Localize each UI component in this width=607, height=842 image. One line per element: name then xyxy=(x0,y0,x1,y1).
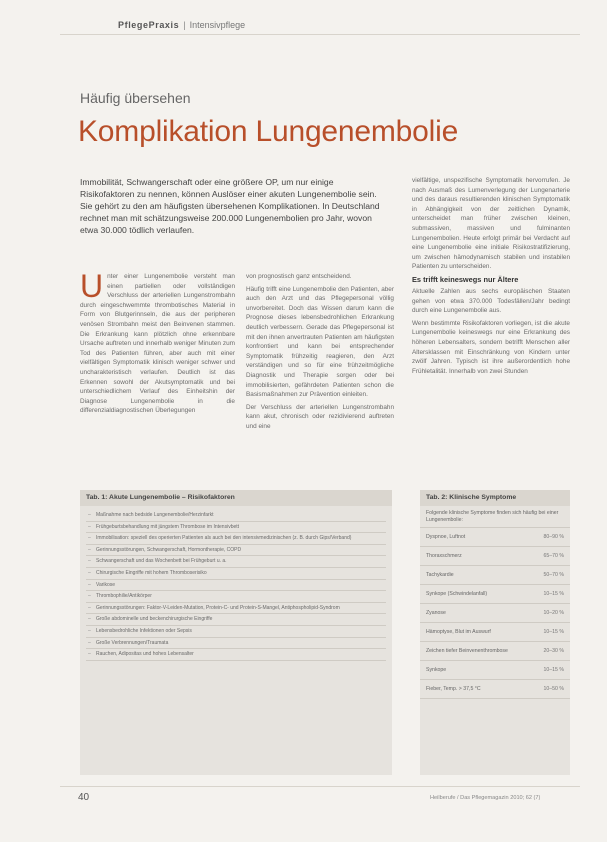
risk-factor-item: – Gerinnungsstörungen: Faktor-V-Leiden-Mutation, Protein-C- und Protein-S-Mangel, Antiphospholipid-Syndrom xyxy=(86,603,386,615)
symptom-row xyxy=(420,566,570,585)
table-subtitle: Folgende klinische Symptome finden sich häufig bei einer Lungenembolie: xyxy=(420,506,570,528)
risk-factor-item: – Lebensbedrohliche Infektionen oder Sepsis xyxy=(86,626,386,638)
symptom-label: Zyanose xyxy=(426,609,446,616)
symptom-row xyxy=(420,642,570,661)
symptom-frequency: 10–15 % xyxy=(543,666,564,673)
symptom-row xyxy=(420,661,570,680)
publication-line: Heilberufe / Das Pflegemagazin 2010; 62 (7) xyxy=(430,795,541,801)
page-number: 40 xyxy=(78,792,90,803)
body-column-2 xyxy=(246,272,394,466)
risk-factor-list xyxy=(80,506,392,661)
symptom-frequency: 10–20 % xyxy=(543,609,564,616)
body-paragraph: Der Verschluss der arteriellen Lungenstrombahn kann akut, chronisch oder rezidivierend auftreten und eine xyxy=(246,403,394,430)
risk-factor-item: – Große Verbrennungen/Traumata xyxy=(86,638,386,650)
risk-factor-item: – Chirurgische Eingriffe mit hohem Thromboserisiko xyxy=(86,568,386,580)
symptom-row xyxy=(420,547,570,566)
symptom-frequency: 50–70 % xyxy=(543,571,564,578)
symptom-frequency: 10–15 % xyxy=(543,628,564,635)
risk-factor-table xyxy=(80,490,392,775)
footer-rule xyxy=(60,786,580,787)
symptom-label: Fieber, Temp. > 37,5 °C xyxy=(426,685,481,692)
subsection-name: Intensivpflege xyxy=(189,20,246,30)
symptom-label: Synkope xyxy=(426,666,447,673)
body-column-1 xyxy=(80,272,235,466)
symptom-label: Zeichen tiefer Beinvenenthrombose xyxy=(426,647,508,654)
table-title: Tab. 2: Klinische Symptome xyxy=(420,490,570,506)
article-kicker: Häufig übersehen xyxy=(80,90,191,106)
body-paragraph: Wenn bestimmte Risikofaktoren vorliegen, ist die akute Lungenembolie keineswegs nur eine Erkrankung des höheren Lebensalters, sondern betrifft Menschen aller Altersklassen mit Einschränkung von Kindern unter zwölf Jahren. Typisch ist ihre außerordentlich hohe Frühletalität. Innerhalb von zwei Stunden xyxy=(412,319,570,375)
risk-factor-item: – Rauchen, Adipositas und hohes Lebensalter xyxy=(86,649,386,661)
table-title: Tab. 1: Akute Lungenembolie – Risikofaktoren xyxy=(80,490,392,506)
symptom-label: Hämoptyse, Blut im Auswurf xyxy=(426,628,491,635)
risk-factor-item: – Gerinnungsstörungen, Schwangerschaft, Hormontherapie, COPD xyxy=(86,545,386,557)
header-rule xyxy=(60,34,580,35)
symptom-row xyxy=(420,528,570,547)
risk-factor-item: – Immobilisation: speziell des operierten Patienten als auch bei den intensivmedizinischen (z. B. durch Gips/Verband) xyxy=(86,533,386,545)
article-lead: Immobilität, Schwangerschaft oder eine größere OP, um nur einige Risikofaktoren zu nennen, können Auslöser einer akuten Lungenembolie sein. Sie gehört zu den am häufigsten übersehenen Komplikationen. In Deutschland rechnet man mit schätzungsweise 200.000 Lungenembolien pro Jahr, wovon etwa 30.000 tödlich verlaufen. xyxy=(80,177,380,235)
symptom-row xyxy=(420,585,570,604)
risk-factor-item: – Große abdominelle und beckenchirurgische Eingriffe xyxy=(86,614,386,626)
symptom-row xyxy=(420,623,570,642)
symptom-frequency: 20–30 % xyxy=(543,647,564,654)
body-paragraph: vielfältige, unspezifische Symptomatik hervorrufen. Je nach Ausmaß des Lumenverlegung der Lungenarterie und des daraus resultierenden klinischen Symptomatik in Abhängigkeit von der zeitlichen Dynamik, unterscheidet man früher zwischen kleinen, submassiven, massiven und fulminanten Lungenembolien. Heute erfolgt primär bei Verdacht auf eine Lungenembolie eine initiale Risikostratifizierung, um zwischen hämodynamisch stabilen und instabilen Patienten zu unterscheiden. xyxy=(412,177,570,271)
risk-factor-item: – Schwangerschaft und das Wochenbett bei Frühgeburt u. a. xyxy=(86,556,386,568)
risk-factor-item: – Varikose xyxy=(86,580,386,592)
body-column-3 xyxy=(412,176,570,466)
subheading: Es trifft keineswegs nur Ältere xyxy=(412,274,519,284)
symptom-frequency: 80–90 % xyxy=(543,533,564,540)
risk-factor-item: – Maßnahme nach bedside Lungenembolie/Herzinfarkt xyxy=(86,510,386,522)
symptom-row xyxy=(420,604,570,623)
body-paragraph: von prognostisch ganz entscheidend. xyxy=(246,273,352,280)
section-name: PflegePraxis xyxy=(118,20,180,30)
symptom-label: Synkope (Schwindelanfall) xyxy=(426,590,488,597)
risk-factor-item: – Frühgeburtsbehandlung mit jüngstem Thrombose im Intensivbett xyxy=(86,522,386,534)
symptom-frequency: 10–50 % xyxy=(543,685,564,692)
section-header xyxy=(118,20,245,30)
article-title: Komplikation Lungenembolie xyxy=(78,115,459,148)
symptom-label: Thoraxschmerz xyxy=(426,552,462,559)
drop-cap: U xyxy=(80,272,104,304)
symptom-frequency: 10–15 % xyxy=(543,590,564,597)
section-separator: | xyxy=(183,20,186,30)
symptom-label: Tachykardie xyxy=(426,571,454,578)
risk-factor-item: – Thrombophilie/Antikörper xyxy=(86,591,386,603)
symptom-rows xyxy=(420,528,570,699)
symptom-frequency: 65–70 % xyxy=(543,552,564,559)
symptom-label: Dyspnoe, Luftnot xyxy=(426,533,466,540)
body-paragraph: Aktuelle Zahlen aus sechs europäischen Staaten gehen von etwa 370.000 Todesfällen/Jahr bedingt durch eine Lungenembolie aus. xyxy=(412,287,570,315)
body-text: nter einer Lungenembolie versteht man einen partiellen oder vollständigen Verschluss der arteriellen Lungenstrombahn durch eingeschwemmte thrombotisches Material in Form von Blutgerinnseln, die aus der peripheren venösen Strombahn meist den Beinvenen stammen. Die Erkrankung kann plötzlich ohne erkennbare Ursache auftreten und innerhalb weniger Minuten zum Tod des Patienten führen, aber auch mit einer vielfältigen Symptomatik klinisch weniger schwer und uncharakteristisch verlaufen. Deutlich ist das Erkennen sowohl der Akutsymptomatik und bei unterschiedlichem Verlauf des Einheitshin der Diagnose Lungenembolie in die differenzialdiagnostischen Überlegungen xyxy=(80,273,235,415)
body-paragraph: Häufig trifft eine Lungenembolie den Patienten, aber auch den Arzt und das Pflegepersonal völlig unvorbereitet. Doch das Wissen darum kann die Prognose dieses lebensbedrohlichen Erkrankung deutlich verbessern. Gerade das Pflegepersonal ist mit den ihnen anvertrauten Patienten am häufigsten konfrontiert und kann bei entsprechender Symptomatik frühzeitig reagieren, den Arzt verständigen und so für eine frühzeitmögliche Diagnostik und Therapie sorgen oder bei immobilisierten, gefährdeten Patienten schon die Basismaßnahmen zur Prävention einleiten. xyxy=(246,285,394,399)
symptom-row xyxy=(420,680,570,699)
symptom-table xyxy=(420,490,570,775)
